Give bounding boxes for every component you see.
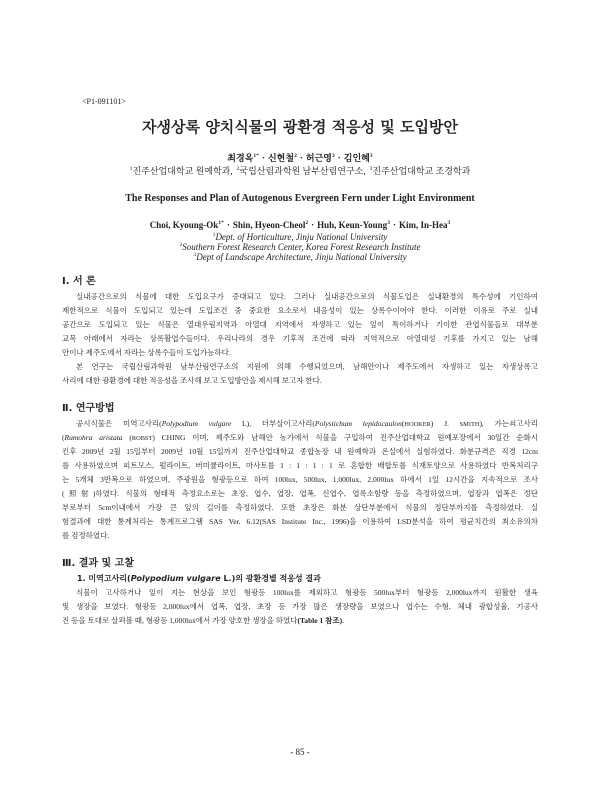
authors-english xyxy=(0,219,600,231)
affiliations-korean xyxy=(0,165,600,177)
text-run: . xyxy=(342,616,344,625)
author-separator: · xyxy=(337,153,341,163)
methods-line: 험결과에 대한 통계처리는 통계프로그램 SAS Ver. 6.12(SAS Institute Inc., 1996)을 이용하여 LSD분석을 하여 평균치간의 최소유의차 xyxy=(62,517,538,526)
author-separator: · xyxy=(261,153,265,163)
methods-line: (照射)하였다. 식물의 형태적 측정요소로는 초장, 엽수, 엽장, 엽폭, 신엽수, 엽록소함량 등을 측정하였으며, 엽장과 엽폭은 정단 xyxy=(62,489,538,498)
affiliation-mark: 1 xyxy=(129,166,133,172)
affiliation-english-3 xyxy=(0,252,600,262)
author-name: Shin, Hyeon-Cheol xyxy=(232,220,306,230)
author-affiliation-mark: 3 xyxy=(369,153,373,159)
section-heading: Ⅱ. 연구방법 xyxy=(62,403,115,414)
affiliation-mark: 3 xyxy=(369,166,373,172)
text-run: L), 더부살이고사리( xyxy=(231,419,315,428)
results-line xyxy=(62,614,538,628)
author-affiliation-mark: 2 xyxy=(294,153,297,159)
affiliation-text: Dept. of Horticulture, Jinju National University xyxy=(215,232,388,242)
author-affiliation-mark: 1* xyxy=(218,220,224,226)
author-name: Kim, In-Hea xyxy=(399,220,448,230)
section-results xyxy=(62,556,538,628)
species-name: Polystichum lepidocaulon xyxy=(314,419,402,428)
text-run: ) J. xyxy=(430,419,460,428)
section-introduction xyxy=(62,274,538,388)
text-run: ( xyxy=(122,433,132,442)
author-citation: HOOKER xyxy=(404,421,431,428)
methods-line: 를 사용하였으며 피트모스, 펄라이트, 버미큘라이트, 마사토를 1 : 1 : 1 : 1 로 혼합한 배합토를 식재토양으로 사용하였다 반복처리구 xyxy=(62,461,538,470)
text-run: 진 등을 토대로 살펴볼 때, 형광등 1,000lux에서 가장 양호한 생장을 하였다 xyxy=(62,616,298,625)
author-affiliation-mark: 3 xyxy=(331,153,335,159)
title-english: The Responses and Plan of Autogenous Evergreen Fern under Light Environment xyxy=(125,193,475,204)
author-name: 최경옥 xyxy=(227,153,254,163)
results-line: 및 생장을 보였다. 형광등 2,000lux에서 엽폭, 엽장, 초장 등 가장 많은 생장량을 보였으나 엽수는 수형, 체내 광합성율, 기공사 xyxy=(62,602,538,611)
author-name: 김인혜 xyxy=(343,153,370,163)
affiliation-english-2 xyxy=(0,242,600,252)
paper-code: <P1-091101> xyxy=(82,97,126,106)
text-run: ) CHING 이며, 제주도와 남해안 농가에서 식물을 구입하여 진주산업대학교 원예포장에서 30일간 순화시 xyxy=(152,433,538,442)
author-separator: · xyxy=(226,220,230,230)
intro-line: 교목 아래에서 자라는 상록활엽수들이다. 우리나라의 경우 기후적 조건에 따라 지역적으로 아열대성 기후를 가지고 있는 남해 xyxy=(62,334,538,343)
page-number: - 85 - xyxy=(290,747,310,757)
author-affiliation-mark: 3 xyxy=(447,220,451,226)
methods-line: 는 5개체 3반복으로 하였으며, 주광원을 형광등으로 하여 100lux, 500lux, 1,000lux, 2,000lux 하에서 1일 12시간을 지속적으로 조사 xyxy=(62,475,538,484)
results-line: 식물이 고사하거나 잎이 지는 현상을 보인 형광등 100lux를 제외하고 형광등 500lux부터 형광등 2,000lux까지 원활한 생육 xyxy=(76,588,538,597)
section-heading: Ⅲ. 결과 및 고찰 xyxy=(62,558,134,569)
affiliation-text: 진주산업대학교 조경학과 xyxy=(372,166,471,176)
author-citation: ROBST xyxy=(131,435,153,442)
methods-line xyxy=(62,431,538,445)
affiliation-mark: 2 xyxy=(236,166,240,172)
intro-line: 공간으로 도입되고 있는 식물은 열대우림지역과 아열대 지역에서 자생하고 있는 잎이 특이하거나 기이한 관엽식물들로 대부분 xyxy=(62,320,538,329)
methods-line: 부로부터 5cm이내에서 가장 큰 잎의 길이를 측정하였다. 또한 초장은 화분 상단부분에서 식물의 정단부까지를 측정하였다. 실 xyxy=(62,503,538,512)
intro-line: 제한적으로 식물이 도입되고 있는데 도입조건 중 중요한 요소로서 내음성이 있는 상록수이어야 한다. 이러한 이유로 주로 실내 xyxy=(62,306,538,315)
author-affiliation-mark: 3 xyxy=(387,220,390,226)
intro-line: 사리에 대한 광환경에 대한 적응성을 조사해 보고 도입방안을 제시해 보고자 한다. xyxy=(62,376,322,385)
author-name: 허근영 xyxy=(305,153,332,163)
text-run: ( xyxy=(401,419,405,428)
species-name: Polypodium vulgare xyxy=(161,419,232,428)
section-heading: Ⅰ. 서 론 xyxy=(62,276,96,287)
author-name: Choi, Kyoung-Ok xyxy=(149,220,219,230)
author-citation: SMITH xyxy=(459,421,480,428)
author-separator: · xyxy=(392,220,396,230)
text-run: 1. 미역고사리( xyxy=(77,574,131,583)
affiliation-text: Southern Forest Research Center, Korea Forest Research Institute xyxy=(182,242,421,252)
methods-line xyxy=(62,417,538,431)
intro-line: 실내공간으로의 식물에 대한 도입요구가 증대되고 있다. 그러나 실내공간으로의 식물도입은 실내환경의 특수성에 기인하여 xyxy=(76,292,538,301)
affiliation-mark: 1 xyxy=(212,232,216,238)
author-name: 신현철 xyxy=(267,153,295,163)
table-reference: (Table 1 참조) xyxy=(297,616,343,625)
author-affiliation-mark: 1* xyxy=(253,153,259,159)
intro-line: 안이나 제주도에서 자라는 상록수들이 도입가능하다. xyxy=(62,348,231,357)
species-name: Polypodium vulgare xyxy=(130,574,221,583)
affiliation-mark: 2 xyxy=(179,242,183,248)
text-run: ), 가는쇠고사리 xyxy=(479,419,538,428)
text-run: L.)의 광환경별 적응성 결과 xyxy=(220,574,321,583)
section-methods xyxy=(62,401,538,543)
author-affiliation-mark: 2 xyxy=(305,220,309,226)
affiliation-mark: 3 xyxy=(193,252,197,258)
methods-line: 를 검정하였다. xyxy=(62,531,110,540)
author-separator: · xyxy=(311,220,315,230)
subsection-heading xyxy=(62,571,538,586)
affiliation-text: 진주산업대학교 원예학과, xyxy=(132,166,233,176)
affiliation-english-1 xyxy=(0,232,600,242)
methods-line: 킨후 2009년 2월 15일부터 2009년 10월 15일까지 진주산업대학교 종합농장 내 원예학과 온실에서 실험하였다. 화분규격은 직경 12cm xyxy=(62,447,538,456)
species-name: Rumohra aristata xyxy=(64,433,123,442)
text-run: ( xyxy=(62,433,65,442)
text-run: 공시식물은 미역고사리( xyxy=(76,419,162,428)
affiliation-text: Dept of Landscape Architecture, Jinju National University xyxy=(196,252,407,262)
title-korean: 자생상록 양치식물의 광환경 적응성 및 도입방안 xyxy=(142,118,458,136)
author-name: Huh, Keun-Young xyxy=(317,220,388,230)
authors-korean xyxy=(0,152,600,164)
affiliation-text: 국립산림과학원 남부산림연구소, xyxy=(239,166,366,176)
intro-line: 본 연구는 국립산림과학원 남부산림연구소의 지원에 의해 수행되었으며, 남해안이나 제주도에서 자생하고 있는 자생상록고 xyxy=(76,362,538,371)
author-separator: · xyxy=(299,153,303,163)
